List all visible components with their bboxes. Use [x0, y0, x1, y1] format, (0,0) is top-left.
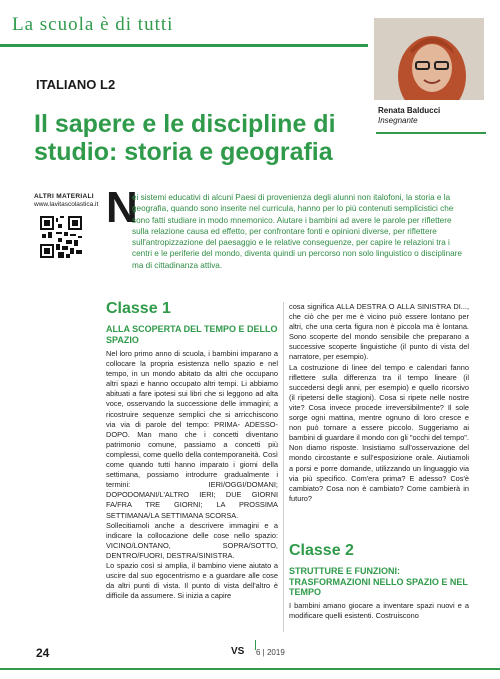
header-rule	[0, 44, 368, 47]
sidebar-url[interactable]: www.lavitascolastica.it	[34, 201, 99, 208]
portrait-image	[374, 18, 484, 100]
col2-paragraph: cosa significa ALLA DESTRA O ALLA SINISTRA DI..., che ciò che per me è vicino può essere lontano per altri, che una certa figura non è piccola ma è lontana. Sono scoperte del mondo sensibile che preparano a successive scoperte linguistiche (il punto di vista del narratore, per esempio).	[289, 302, 469, 362]
page-title: Il sapere e le discipline di studio: storia e geografia	[34, 110, 336, 166]
author-photo	[374, 18, 484, 100]
author-rule	[376, 132, 486, 134]
drop-cap: N	[106, 183, 138, 232]
col2-paragraph: I bambini amano giocare a inventare spazi nuovi e a modificare quelli esistenti. Costruiscono	[289, 601, 469, 621]
intro-rest: Aiutare i bambini ad avere le parole per riflettere sulla relazione causa ed effetto, per confrontare fonti e opinioni diverse, per riflettere sull'antropizzazione del paesaggio e le relative conseguenze, per capire le relazioni tra i centri e le periferie del mondo, diventa quindi un percorso non solo linguistico o disciplinare ma di cittadinanza attiva.	[132, 215, 462, 270]
qr-code-icon[interactable]	[40, 216, 82, 258]
magazine-logo: VS	[231, 646, 245, 657]
col2-subheading: STRUTTURE E FUNZIONI: TRASFORMAZIONI NELLO SPAZIO E NEL TEMPO	[289, 566, 468, 597]
author-name: Renata Balducci	[378, 106, 441, 115]
section-title: La scuola è di tutti	[12, 14, 174, 35]
sidebar-label: ALTRI MATERIALI	[34, 193, 94, 200]
col1-paragraph: Sollecitiamoli anche a descrivere immagini e a indicare la collocazione delle cose nello spazio: VICINO/LONTANO, SOPRA/SOTTO, DENTRO/FUORI, DESTRA/SINISTRA.	[106, 520, 278, 560]
col1-paragraph: Nel loro primo anno di scuola, i bambini imparano a collocare la propria esistenza nello spazio e nel tempo, in un mondo abitato da altri che occupano altri spazi e hanno occupato altri tempi. Li abbiamo abituati a fare ipotesi sui libri che si leggono ad alta voce, osservando la successione delle immagini; a ricostruire sequenze semplici che si arricchiscono via via di parole del tempo: PRIMA- ADESSO- DOPO. Man mano che i concetti diventano patrimonio comune, passiamo a concetti più complessi, come quello della contemporaneità. Così come quando tutti hanno imparato i giorni della settimana, possiamo introdurre gradualmente i termini: IERI/OGGI/DOMANI; DOPODOMANI/L'ALTRO IERI; DUE GIORNI FA/FRA TRE GIORNI; LA PROSSIMA SETTIMANA/LA SETTIMANA SCORSA.	[106, 349, 278, 520]
page-number: 24	[36, 646, 50, 660]
col1-body	[106, 349, 278, 601]
author-role: Insegnante	[378, 116, 418, 125]
col1-heading: Classe 1	[106, 300, 171, 317]
issue-date: 6 | 2019	[256, 648, 285, 657]
col2-heading: Classe 2	[289, 542, 354, 559]
col1-paragraph: Lo spazio così si amplia, il bambino viene aiutato a uscire dal suo egocentrismo e a guardare alle cose da altri punti di vista. Il punto di vista dell'altro è difficile da assumere. Si inizia a capire	[106, 560, 278, 601]
col2-body	[289, 302, 469, 504]
column-divider	[283, 302, 284, 632]
kicker: ITALIANO L2	[36, 77, 116, 92]
intro-first-lines: ei sistemi educativi di alcuni Paesi di provenienza degli alunni non italofoni, la storia e la geografia, quando sono inserite nel curricula, hanno per lo più contenuti semplicistici che sono fatti studiare in modo mnemonico.	[132, 193, 454, 225]
col2-paragraph: La costruzione di linee del tempo e calendari fanno riflettere sulla differenza tra il tempo lineare (il succedersi degli anni, per esempio) e quello ricorsivo (il ripetersi delle stagioni). Cosa si ripete nelle nostre vite? Cosa invece procede irreversibilmente? Il sole sorge ogni mattina, mentre ognuno di loro cresce e non può tornare a essere piccolo. Suggeriamo ai bambini di guardare il mondo con gli "occhi del tempo". Non diamo risposte. Insistiamo sull'osservazione del mondo circostante e sull'esposizione orale. Aiutiamoli a porsi e porre domande, utilizzando un linguaggio via via più specifico. Com'era prima? E adesso? Cos'è cambiato? Cosa non è cambiato? Come cambierà in futuro?	[289, 362, 469, 503]
col1-subheading: ALLA SCOPERTA DEL TEMPO E DELLO SPAZIO	[106, 324, 278, 345]
intro-paragraph	[132, 192, 470, 271]
footer-rule	[0, 668, 500, 670]
